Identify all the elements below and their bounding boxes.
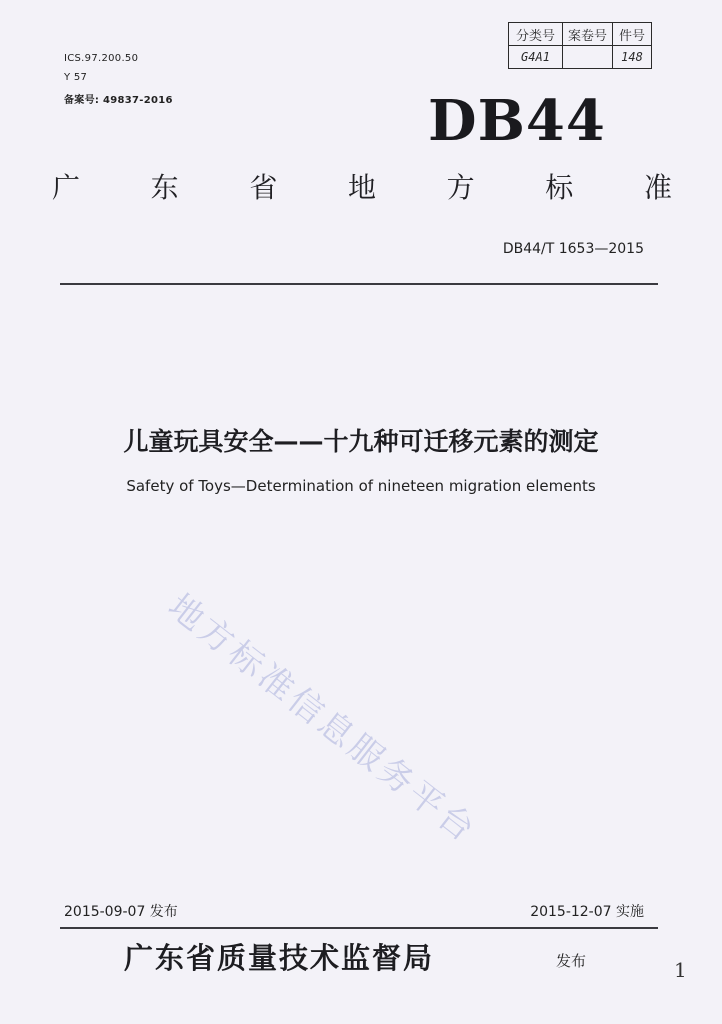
standard-type-char: 方: [446, 171, 475, 204]
document-title-cn: 儿童玩具安全——十九种可迁移元素的测定: [123, 427, 599, 456]
ics-code: ICS.97.200.50: [64, 53, 139, 64]
footer-divider: [60, 927, 658, 929]
document-title-en: Safety of Toys—Determination of nineteen migration elements: [126, 477, 596, 495]
issuer-suffix: 发布: [556, 952, 587, 970]
issue-date: 2015-09-07 发布: [64, 904, 178, 920]
stamp-value-item: 148: [621, 50, 643, 64]
header-divider: [60, 283, 658, 285]
stamp-header-item: 件号: [618, 28, 645, 44]
standard-type-char: 地: [347, 171, 376, 204]
watermark: 地方标准信息服务平台: [160, 586, 485, 852]
standard-type-char: 广: [52, 171, 81, 204]
ccs-code: Y 57: [64, 72, 88, 83]
page-number: 1: [674, 958, 687, 982]
archive-stamp: [508, 22, 652, 69]
standard-type-char: 准: [643, 171, 672, 204]
standard-number: DB44/T 1653—2015: [502, 241, 644, 257]
standard-type-char: 省: [249, 171, 278, 204]
stamp-header-file: 案卷号: [563, 23, 613, 45]
stamp-header-category: 分类号: [509, 23, 563, 45]
record-number: 备案号: 49837-2016: [64, 95, 173, 106]
stamp-value-category: G4A1: [509, 46, 563, 68]
effective-date: 2015-12-07 实施: [530, 904, 644, 920]
stamp-header-row: [509, 23, 651, 45]
issuing-authority: 广东省质量技术监督局: [124, 941, 435, 975]
standard-type: [52, 166, 672, 206]
standard-type-char: 标: [545, 171, 574, 204]
stamp-value-row: [509, 45, 651, 68]
standard-type-char: 东: [150, 171, 179, 204]
db44-logo: DB44: [428, 88, 606, 154]
stamp-value-file: [563, 46, 613, 68]
